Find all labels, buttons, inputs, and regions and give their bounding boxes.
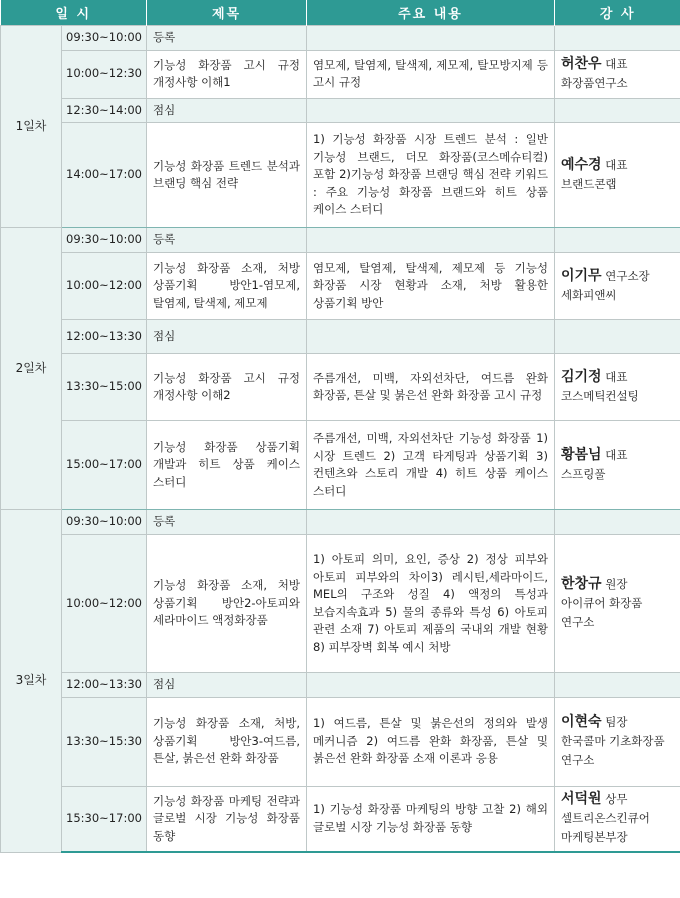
lecturer-role: 대표 [605,158,628,172]
session-lecturer [555,26,680,51]
session-lecturer [555,354,680,421]
lecturer-name: 한창규 [561,576,602,592]
session-lecturer [555,98,680,123]
lecturer-name: 서덕원 [561,791,602,808]
lecturer-name: 이기무 [561,268,602,284]
session-time: 15:30~17:00 [62,786,147,852]
day-label: 3일차 [1,510,62,853]
lecturer-org: 한국콜마 기초화장품 연구소 [561,734,665,767]
session-content: 1) 아토피 의미, 요인, 증상 2) 정상 피부와 아토피 피부와의 차이3) 레시틴,세라마이드, MEL의 구조와 성질 4) 액정의 특성과 보습지속효과 5) 물의 종류와 특성 6) 아토피 관련 소재 7) 아토피 제품의 국내외 개발 현황 8) 피부장벽 회복 예시 처방 [307,535,555,673]
session-lecturer [555,421,680,510]
session-lecturer [555,50,680,98]
session-lecturer [555,123,680,228]
session-content [307,320,555,354]
session-content: 1) 여드름, 튼살 및 붉은선의 정의와 발생 메커니즘 2) 여드름 완화 화장품, 튼살 및 붉은선 완화 화장품 소재 이론과 응용 [307,697,555,786]
session-title: 등록 [147,26,307,51]
session-row [1,26,680,51]
session-title: 점심 [147,673,307,698]
session-row [1,320,680,354]
header-date: 일 시 [1,0,147,26]
session-content: 주름개선, 미백, 자외선차단, 여드름 완화 화장품, 튼살 및 붉은선 완화 화장품 고시 규정 [307,354,555,421]
lecturer-org: 아이큐어 화장품 연구소 [561,596,643,629]
session-time: 09:30~10:00 [62,510,147,535]
session-row [1,354,680,421]
session-title: 기능성 화장품 상품기획 개발과 히트 상품 케이스 스터디 [147,421,307,510]
session-title: 등록 [147,228,307,253]
session-lecturer [555,535,680,673]
lecturer-org: 화장품연구소 [561,76,628,90]
session-row [1,228,680,253]
lecturer-role: 상무 [605,792,628,807]
session-title: 점심 [147,320,307,354]
session-row [1,697,680,786]
session-row [1,673,680,698]
session-content: 1) 기능성 화장품 시장 트렌드 분석 : 일반 기능성 브랜드, 더모 화장품(코스메슈티컬) 포함 2)기능성 화장품 브랜딩 핵심 전략 키워드 : 주요 기능성 화장품 브랜드와 히트 상품 케이스 스터디 [307,123,555,228]
lecturer-role: 대표 [605,370,628,384]
session-content: 주름개선, 미백, 자외선차단 기능성 화장품 1) 시장 트렌드 2) 고객 타게팅과 상품기획 3) 컨텐츠와 스토리 개발 4) 히트 상품 케이스 스터디 [307,421,555,510]
session-time: 14:00~17:00 [62,123,147,228]
session-row [1,535,680,673]
lecturer-role: 대표 [605,448,628,462]
session-title: 기능성 화장품 고시 규정 개정사항 이해2 [147,354,307,421]
lecturer-org: 스프링풀 [561,467,606,481]
lecturer-name: 김기정 [561,369,602,385]
session-lecturer [555,510,680,535]
session-title: 등록 [147,510,307,535]
session-lecturer [555,253,680,320]
session-content [307,26,555,51]
session-title: 기능성 화장품 트렌드 분석과 브랜딩 핵심 전략 [147,123,307,228]
session-time: 10:00~12:30 [62,50,147,98]
lecturer-name: 예수경 [561,157,602,173]
session-time: 10:00~12:00 [62,535,147,673]
lecturer-role: 연구소장 [605,269,650,283]
session-lecturer [555,228,680,253]
lecturer-org: 셀트리온스킨큐어 마케팅본부장 [561,811,650,845]
header-content: 주요 내용 [307,0,555,26]
session-row [1,123,680,228]
lecturer-role: 원장 [605,577,628,591]
session-row [1,421,680,510]
session-title: 기능성 화장품 마케팅 전략과 글로벌 시장 기능성 화장품 동향 [147,786,307,852]
session-time: 13:30~15:00 [62,354,147,421]
session-time: 15:00~17:00 [62,421,147,510]
session-time: 12:00~13:30 [62,320,147,354]
lecturer-name: 허찬우 [561,56,602,72]
header-title: 제목 [147,0,307,26]
lecturer-role: 팀장 [605,715,628,729]
session-content [307,510,555,535]
session-time: 10:00~12:00 [62,253,147,320]
session-time: 12:00~13:30 [62,673,147,698]
session-row [1,510,680,535]
session-time: 09:30~10:00 [62,26,147,51]
session-time: 13:30~15:30 [62,697,147,786]
session-row [1,50,680,98]
schedule-body [1,26,680,853]
session-content: 염모제, 탈염제, 탈색제, 제모제 등 기능성 화장품 시장 현황과 소재, 처방 활용한 상품기획 방안 [307,253,555,320]
session-title: 기능성 화장품 소재, 처방 상품기획 방안2-아토피와 세라마이드 액정화장품 [147,535,307,673]
header-row [1,0,680,26]
day-label: 2일차 [1,228,62,510]
session-lecturer [555,320,680,354]
session-row [1,98,680,123]
session-time: 09:30~10:00 [62,228,147,253]
lecturer-org: 코스메틱컨설팅 [561,389,639,403]
header-lecturer: 강 사 [555,0,680,26]
lecturer-name: 황봄님 [561,447,602,463]
lecturer-org: 세화피앤씨 [561,288,617,302]
session-content [307,98,555,123]
session-lecturer [555,673,680,698]
session-row [1,786,680,852]
session-content: 염모제, 탈염제, 탈색제, 제모제, 탈모방지제 등 고시 규정 [307,50,555,98]
session-lecturer [555,697,680,786]
session-title: 기능성 화장품 고시 규정 개정사항 이해1 [147,50,307,98]
lecturer-name: 이현숙 [561,714,602,730]
lecturer-role: 대표 [605,57,628,71]
session-lecturer [555,786,680,852]
session-row [1,253,680,320]
lecturer-org: 브랜드콘랩 [561,177,617,191]
session-title: 기능성 화장품 소재, 처방, 상품기획 방안3-여드름, 튼살, 붉은선 완화 화장품 [147,697,307,786]
session-content [307,228,555,253]
session-content [307,673,555,698]
session-title: 점심 [147,98,307,123]
session-time: 12:30~14:00 [62,98,147,123]
session-content: 1) 기능성 화장품 마케팅의 방향 고찰 2) 해외 글로벌 시장 기능성 화장품 동향 [307,786,555,852]
session-title: 기능성 화장품 소재, 처방 상품기획 방안1-염모제, 탈염제, 탈색제, 제모제 [147,253,307,320]
day-label: 1일차 [1,26,62,228]
